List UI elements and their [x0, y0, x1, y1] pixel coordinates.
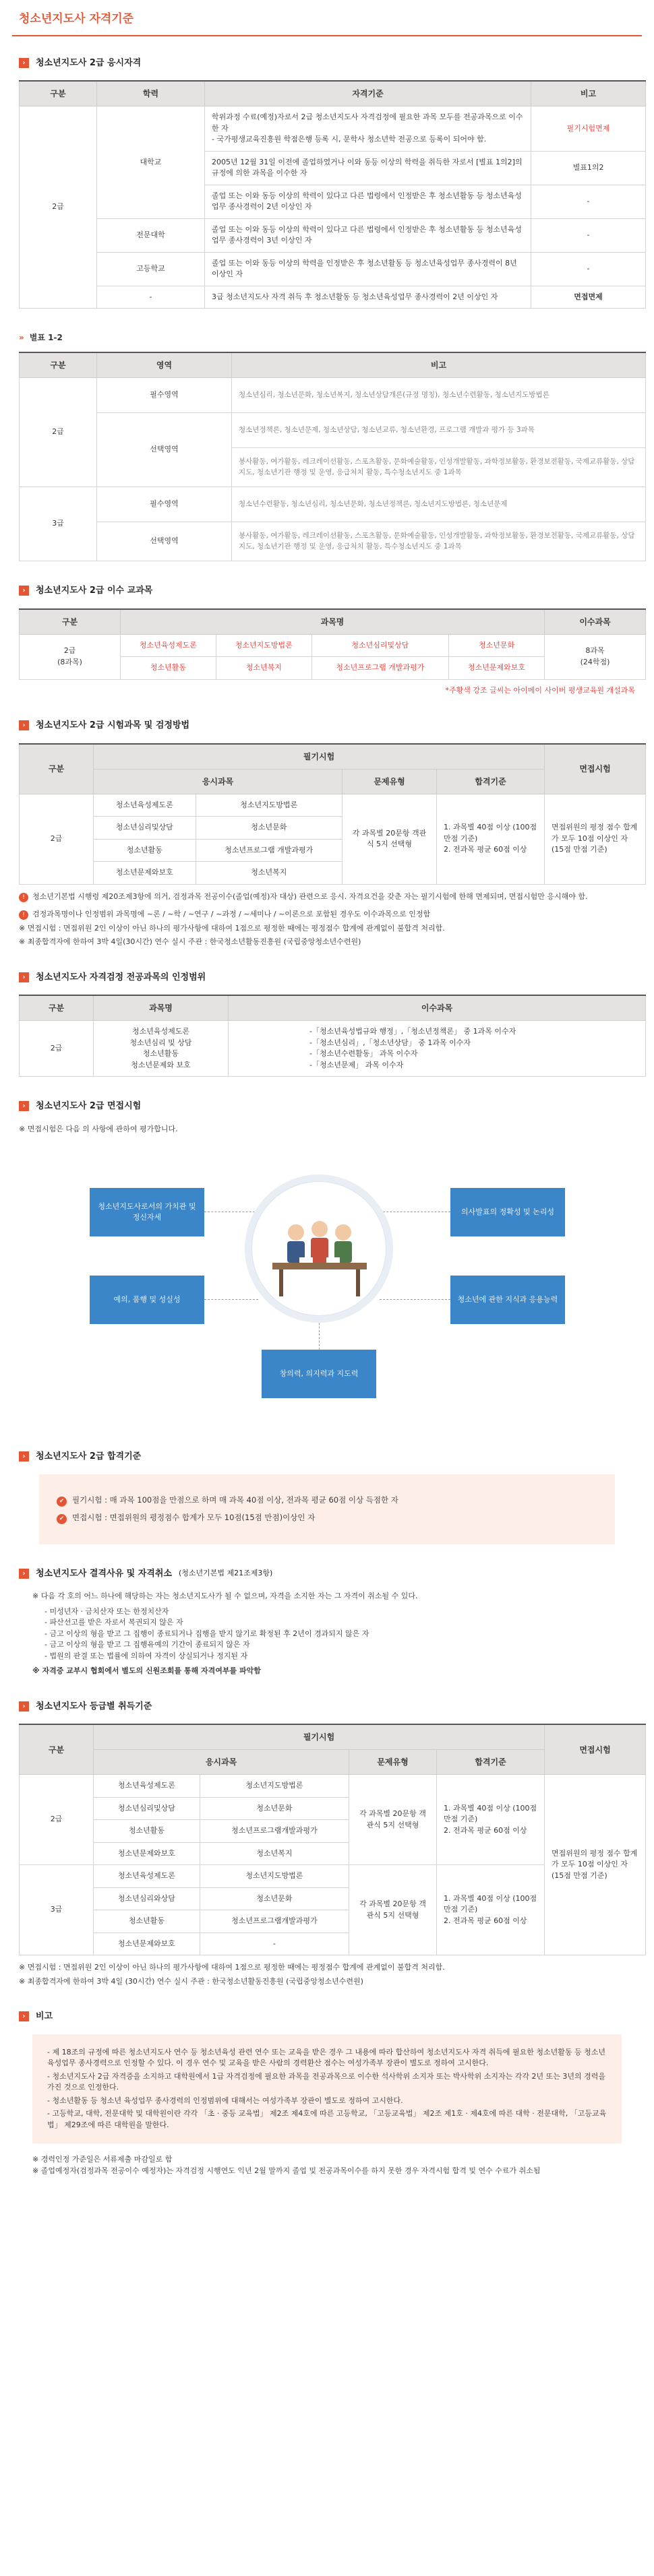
section-heading: › 비고 [19, 2010, 635, 2023]
subject-cell: 청소년지도방법론 [200, 1865, 349, 1888]
connector-line [319, 1319, 320, 1350]
section-heading: › 청소년지도사 결격사유 및 자격취소 (청소년기본법 제21조제3항) [19, 1567, 635, 1581]
subject-cell: 청소년프로그램개발과평가 [200, 1910, 349, 1933]
remark-note: ※ 경력인정 가준일은 서류제출 마감일로 함 [32, 2155, 173, 2164]
th-note: 비고 [232, 352, 646, 378]
remarks-box [32, 2034, 622, 2144]
subject-cell: - [200, 1933, 349, 1955]
connector-line [204, 1299, 258, 1300]
interview-intro: ※ 면접시험은 다음 의 사항에 관하여 평가합니다. [19, 1124, 178, 1133]
subject-cell: 청소년육성제도론 [121, 634, 216, 657]
criteria-cell: 졸업 또는 이와 동등 이상의 학력이 있다고 다른 법령에서 인정받은 후 청소년활동 등 청소년육성업무 종사경력이 2년 이상인 자 [205, 185, 531, 218]
section-heading: › 청소년지도사 2급 시험과목 및 검정방법 [19, 719, 635, 732]
grade-cell: 2급 [20, 378, 97, 487]
th-education: 학력 [97, 81, 205, 106]
th-category: 구분 [20, 1724, 94, 1775]
eligibility-table [19, 80, 646, 309]
credits-cell: 8과목 (24학점) [545, 634, 646, 679]
grade-cell: 2급 [20, 1021, 94, 1077]
subject-cell: 청소년심리및상담 [94, 1797, 200, 1820]
pass-line: ✔ 면접시험 : 면접위원의 평정점수 합계가 모두 10점(15점 만점)이상인 자 [57, 1512, 597, 1524]
subject-cell: 청소년심리와상담 [94, 1887, 200, 1910]
note-cell: - [531, 218, 646, 252]
subject-cell: 청소년육성제도론 [94, 794, 196, 817]
subject-cell: 청소년심리및상담 [94, 817, 196, 840]
criteria-cell: 졸업 또는 이와 동등 이상의 학력을 인정받은 후 청소년활동 등 청소년육성업무 종사경력이 8년 이상인 자 [205, 252, 531, 286]
th-subject: 과목명 [94, 995, 229, 1021]
note-cell: - [531, 185, 646, 218]
pass-line: ✔ 필기시험 : 매 과목 100점을 만점으로 하며 매 과목 40점 이상, 전과목 평균 60점 이상 득점한 자 [57, 1495, 597, 1507]
section-recognition [12, 971, 642, 1077]
th-category: 구분 [20, 81, 97, 106]
subject-cell: 청소년문화 [200, 1887, 349, 1910]
interview-item: 청소년에 관한 지식과 응용능력 [450, 1276, 565, 1324]
remark-note: ※ 졸업예정자(검정과목 전공이수 예정자)는 자격검정 시행연도 익년 2월 말까지 졸업 및 전공과목이수를 하지 못한 경우 자격시험 합격 및 연수 수료가 취소됨 [32, 2166, 541, 2175]
section-grade-criteria [12, 1700, 642, 1988]
section-heading: › 청소년지도사 2급 응시자격 [19, 57, 635, 70]
interview-item: 예의, 품행 및 성실성 [90, 1276, 204, 1324]
edu-cell: 고등학교 [97, 252, 205, 286]
chevron-right-icon: › [19, 1451, 29, 1462]
grade-cell: 3급 [20, 487, 97, 561]
courses-table [19, 608, 646, 680]
subject-cell: 청소년복지 [200, 1842, 349, 1865]
grade-bullet: ※ 면접시험 : 면접위원 2인 이상이 아닌 하나의 평가사항에 대하여 1점으로 평정한 때에는 평정점수 합계에 관계없이 불합격 처리함. [19, 1963, 445, 1972]
section-heading: › 청소년지도사 2급 합격기준 [19, 1450, 635, 1464]
remark-notes [32, 2154, 622, 2176]
th-pass: 합격기준 [437, 769, 545, 794]
th-criteria: 자격기준 [205, 81, 531, 106]
connector-line [380, 1299, 450, 1300]
section-eligibility [12, 57, 642, 309]
note-cell: 별표1의2 [531, 151, 646, 185]
section-courses [12, 584, 642, 696]
type-cell: 각 과목별 20문항 객관식 5지 선택형 [349, 1775, 437, 1865]
interview-cell: 면접위원의 평정 점수 합계가 모두 10점 이상인 자 (15점 만점 기준) [545, 1775, 646, 1955]
subject-cell: 청소년문제와보호 [449, 657, 545, 680]
pass-criteria-box [39, 1474, 615, 1544]
recognition-table [19, 995, 646, 1077]
th-category: 구분 [20, 995, 94, 1021]
chevron-right-icon: › [19, 1569, 29, 1579]
subject-cell: 청소년프로그램 개발과평가 [196, 839, 342, 862]
subject-cell: 청소년활동 [94, 1820, 200, 1843]
note-cell: - [531, 252, 646, 286]
grade-cell: 2급 [20, 106, 97, 309]
interview-item: 의사발표의 정확성 및 논리성 [450, 1188, 565, 1236]
th-note: 비고 [531, 81, 646, 106]
exam-bullet: ※ 최종합격자에 한하여 3박 4일(30시간) 연수 실시 주관 : 한국청소년활동진흥원 (국립중앙청소년수련원) [19, 937, 361, 946]
th-subjects: 응시과목 [94, 769, 343, 794]
subject-cell: 청소년프로그램 개발과평가 [311, 657, 448, 680]
th-subject: 과목명 [121, 609, 545, 635]
appendix-table [19, 352, 646, 561]
subject-cell: 청소년육성제도론 [94, 1865, 200, 1888]
criteria-cell: 졸업 또는 이와 동등 이상의 학력이 있다고 다른 법령에서 인정받은 후 청소년활동 등 청소년육성업무 종사경력이 3년 이상인 자 [205, 218, 531, 252]
edu-cell: 대학교 [97, 106, 205, 219]
section-interview [12, 1100, 642, 1427]
criteria-cell: 학위과정 수료(예정)자로서 2급 청소년지도사 자격검정에 필요한 과목 모두를 전공과목으로 이수한 자 - 국가평생교육진흥원 학점은행 등록 시, 문학사 청소년학 전공으로 등록이 되어야 함. [205, 106, 531, 152]
subject-list-cell: 청소년육성제도론 청소년심리 및 상담 청소년활동 청소년문제와 보호 [94, 1021, 229, 1077]
edu-cell: - [97, 286, 205, 309]
chevron-right-icon: › [19, 586, 29, 596]
subject-cell: 청소년활동 [121, 657, 216, 680]
subsection-heading: » 별표 1-2 [19, 333, 63, 342]
credit-list-cell: -「청소년육성법규와 행정」,「청소년정책론」 중 1과목 이수자 -「청소년심리」,「청소년상담」 중 1과목 이수자 -「청소년수련활동」 과목 이수자 -「청소년문제」 과목 이수자 [229, 1021, 646, 1077]
interview-people-icon [252, 1182, 387, 1317]
th-type: 문제유형 [349, 1750, 437, 1775]
pass-cell: 1. 과목별 40점 이상 (100점 만점 기준) 2. 전과목 평균 60점 이상 [437, 1775, 545, 1865]
check-icon: ✔ [57, 1514, 67, 1524]
pass-cell: 1. 과목별 40점 이상 (100점 만점 기준) 2. 전과목 평균 60점 이상 [437, 1865, 545, 1955]
subject-cell: 청소년프로그램개발과평가 [200, 1820, 349, 1843]
note-cell: 면접면제 [531, 286, 646, 309]
section-disqualification [12, 1567, 642, 1677]
chevron-right-icon: › [19, 1701, 29, 1711]
th-subjects: 응시과목 [94, 1750, 349, 1775]
note-cell: 청소년수련활동, 청소년심리, 청소년문화, 청소년정책론, 청소년지도방법론, 청소년문제 [232, 487, 646, 522]
chevron-right-icon: › [19, 1101, 29, 1111]
section-appendix [12, 332, 642, 561]
grade-criteria-table [19, 1724, 646, 1955]
exam-note: ! 청소년기본법 시행령 제20조제3항에 의거, 검정과목 전공이수(졸업(예정)자 대상) 관련으로 응시. 자격요건을 갖춘 자는 필기시험에 한해 면제되며, 면접시험만 응시해야 함. [19, 891, 635, 903]
subject-cell: 청소년복지 [196, 862, 342, 885]
disqualification-list: ※ 다음 각 호의 어느 하나에 해당하는 자는 청소년지도사가 될 수 없으며, 자격을 소지한 자는 그 자격이 취소될 수 있다. - 미성년자 · 금치산자 또는 한정치산자 - 파산선고를 받은 자로서 복권되지 않은 자 - 금고 이상의 형을 받고 그 집행이 종료되거나 집행을 받지 않기로 확정된 후 2년이 경과되지 않은 자 - 금고 이상의 형을 받고 그 집행유예의 기간이 종료되지 않은 자 - 법원의 판결 또는 법률에 의하여 자격이 상실되거나 정지된 자 ※ 자격증 교부시 협회에서 별도의 신원조회를 통해 자격여부를 파악함 [32, 1591, 622, 1677]
interview-cell: 면접위원의 평정 점수 합계가 모두 10점 이상인 자 (15점 만점 기준) [545, 794, 646, 884]
info-icon: ! [19, 893, 28, 902]
th-category: 구분 [20, 744, 94, 794]
footnote: *주황색 강조 글씨는 아이메이 사이버 평생교육원 개설과목 [445, 685, 635, 695]
note-cell: 청소년심리, 청소년문화, 청소년복지, 청소년상담개론(규정 명칭), 청소년수련활동, 청소년지도방법론 [232, 378, 646, 413]
area-cell: 선택영역 [97, 413, 232, 487]
list-item: - 금고 이상의 형을 받고 그 집행유예의 기간이 종료되지 않은 자 [44, 1640, 250, 1649]
section-pass [12, 1450, 642, 1544]
grade-bullet: ※ 최종합격자에 한하여 3박 4일 (30시간) 연수 실시 주관 : 한국청소년활동진흥원 (국립중앙청소년수련원) [19, 1976, 363, 1986]
area-cell: 필수영역 [97, 378, 232, 413]
interview-diagram [19, 1144, 646, 1427]
exam-note: ! 검정과목명이나 인정범위 과목명에 ~론 / ~학 / ~연구 / ~과정 / ~세미나 / ~이론으로 포함된 경우도 이수과목으로 인정함 [19, 909, 635, 920]
exam-table [19, 743, 646, 885]
pass-cell: 1. 과목별 40점 이상 (100점 만점 기준) 2. 전과목 평균 60점 이상 [437, 794, 545, 884]
grade-cell: 2급 [20, 1775, 94, 1865]
subject-cell: 청소년복지 [216, 657, 311, 680]
th-interview: 면접시험 [545, 744, 646, 794]
th-written: 필기시험 [94, 1724, 545, 1750]
subject-cell: 청소년문화 [449, 634, 545, 657]
note-cell: 봉사활동, 여가활동, 레크레이션활동, 스포츠활동, 문화예술활동, 인성개발활동, 과학정보활동, 환경보전활동, 국제교류활동, 상담지도, 청소년기관 행정 및 운영, 응급처치 활동, 특수청소년지도 중 1과목 [232, 522, 646, 561]
list-item: - 미성년자 · 금치산자 또는 한정치산자 [44, 1606, 169, 1616]
double-chevron-icon: » [19, 333, 24, 342]
interview-item: 창의력, 의지력과 지도력 [262, 1350, 376, 1398]
page-title: 청소년지도사 자격기준 [12, 8, 642, 36]
section-heading: › 청소년지도사 2급 이수 교과목 [19, 584, 635, 598]
subject-cell: 청소년지도방법론 [216, 634, 311, 657]
section-heading: › 청소년지도사 2급 면접시험 [19, 1100, 635, 1113]
note-cell: 청소년정책론, 청소년문제, 청소년상담, 청소년교류, 청소년환경, 프로그램 개발과 평가 등 3과목 [232, 413, 646, 448]
subject-cell: 청소년문제와보호 [94, 1842, 200, 1865]
subject-cell: 청소년문제와보호 [94, 862, 196, 885]
remark-item: - 제 18조의 규정에 따른 청소년지도사 연수 등 청소년육성 관련 연수 또는 교육을 받은 경우 그 내용에 따라 합산하여 청소년지도사 자격 취득에 필요한 청소년활동 등 청소년육성업무 종사경력으로 인정할 수 있다. 이 경우 연수 및 교육을 받은 사람의 경력환산 점수는 여성가족부 장관이 별도로 정하여 고시한다. [47, 2047, 605, 2067]
type-cell: 각 과목별 20문항 객관식 5지 선택형 [349, 1865, 437, 1955]
th-category: 구분 [20, 352, 97, 378]
th-interview: 면접시험 [545, 1724, 646, 1775]
subject-cell: 청소년활동 [94, 1910, 200, 1933]
th-type: 문제유형 [343, 769, 437, 794]
criteria-cell: 2005년 12월 31일 이전에 졸업하였거나 이와 동등 이상의 학력을 취득한 자로서 [별표 1의2]의 규정에 의한 과목을 이수한 자 [205, 151, 531, 185]
remark-item: - 청소년지도사 2급 자격증을 소지하고 대학원에서 1급 자격검정에 필요한 과목을 전공과목으로 이수한 석사학위 소지자 또는 박사학위 소지자는 각각 2년 또는 3년의 경력을 가진 것으로 인정한다. [47, 2071, 605, 2092]
grade-cell: 2급 (8과목) [20, 634, 121, 679]
note-cell: 봉사활동, 여가활동, 레크레이션활동, 스포츠활동, 문화예술활동, 인성개발활동, 과학정보활동, 환경보전활동, 국제교류활동, 상담지도, 청소년기관 행정 및 운영, 응급처치 활동, 특수청소년지도 중 1과목 [232, 448, 646, 487]
subject-cell: 청소년지도방법론 [196, 794, 342, 817]
interview-illustration [251, 1181, 386, 1316]
subject-cell: 청소년지도방법론 [200, 1775, 349, 1798]
chevron-right-icon: › [19, 58, 29, 68]
list-item: - 금고 이상의 형을 받고 그 집행이 종료되거나 집행을 받지 않기로 확정된 후 2년이 경과되지 않은 자 [44, 1629, 369, 1638]
type-cell: 각 과목별 20문항 객관식 5지 선택형 [343, 794, 437, 884]
chevron-right-icon: › [19, 2011, 29, 2021]
th-credits: 이수과목 [545, 609, 646, 635]
th-written: 필기시험 [94, 744, 545, 769]
th-category: 구분 [20, 609, 121, 635]
section-remarks [12, 2010, 642, 2176]
th-credits: 이수과목 [229, 995, 646, 1021]
subject-cell: 청소년문제와보호 [94, 1933, 200, 1955]
subject-cell: 청소년문화 [200, 1797, 349, 1820]
list-item: - 파산선고를 받은 자로서 복권되지 않은 자 [44, 1618, 183, 1627]
check-icon: ✔ [57, 1497, 67, 1507]
edu-cell: 전문대학 [97, 218, 205, 252]
chevron-right-icon: › [19, 720, 29, 730]
th-pass: 합격기준 [437, 1750, 545, 1775]
list-item: - 법원의 판결 또는 법률에 의하여 자격이 상실되거나 정지된 자 [44, 1651, 248, 1660]
section-heading: › 청소년지도사 자격검정 전공과목의 인정범위 [19, 971, 635, 984]
note-cell: 필기시험면제 [531, 106, 646, 152]
grade-cell: 3급 [20, 1865, 94, 1955]
exam-bullet: ※ 면접시험 : 면접위원 2인 이상이 아닌 하나의 평가사항에 대하여 1점으로 평정한 때에는 평정점수 합계에 관계없이 불합격 처리함. [19, 923, 445, 933]
grade-cell: 2급 [20, 794, 94, 884]
chevron-right-icon: › [19, 972, 29, 982]
subject-cell: 청소년문화 [196, 817, 342, 840]
subject-cell: 청소년육성제도론 [94, 1775, 200, 1798]
info-icon: ! [19, 910, 28, 920]
section-exam [12, 719, 642, 948]
th-area: 영역 [97, 352, 232, 378]
area-cell: 필수영역 [97, 487, 232, 522]
remark-item: - 고등학교, 대학, 전문대학 및 대학원이란 각각 「초 · 중등 교육법」 제2조 제4호에 따른 고등학교, 「고등교육법」 제2조 제1호 · 제4호에 따른 대학 · 전문대학, 「고등교육법」 제29조에 따른 대학원을 말한다. [47, 2109, 607, 2129]
subject-cell: 청소년활동 [94, 839, 196, 862]
section-heading: › 청소년지도사 등급별 취득기준 [19, 1700, 635, 1714]
interview-item: 청소년지도사로서의 가치관 및 정신자세 [90, 1188, 204, 1236]
subject-cell: 청소년심리및상담 [311, 634, 448, 657]
remark-item: - 청소년활동 등 청소년 육성업무 종사경력의 인정범위에 대해서는 여성가족부 장관이 별도로 정하여 고시한다. [47, 2096, 403, 2105]
criteria-cell: 3급 청소년지도사 자격 취득 후 청소년활동 등 청소년육성업무 종사경력이 2년 이상인 자 [205, 286, 531, 309]
area-cell: 선택영역 [97, 522, 232, 561]
